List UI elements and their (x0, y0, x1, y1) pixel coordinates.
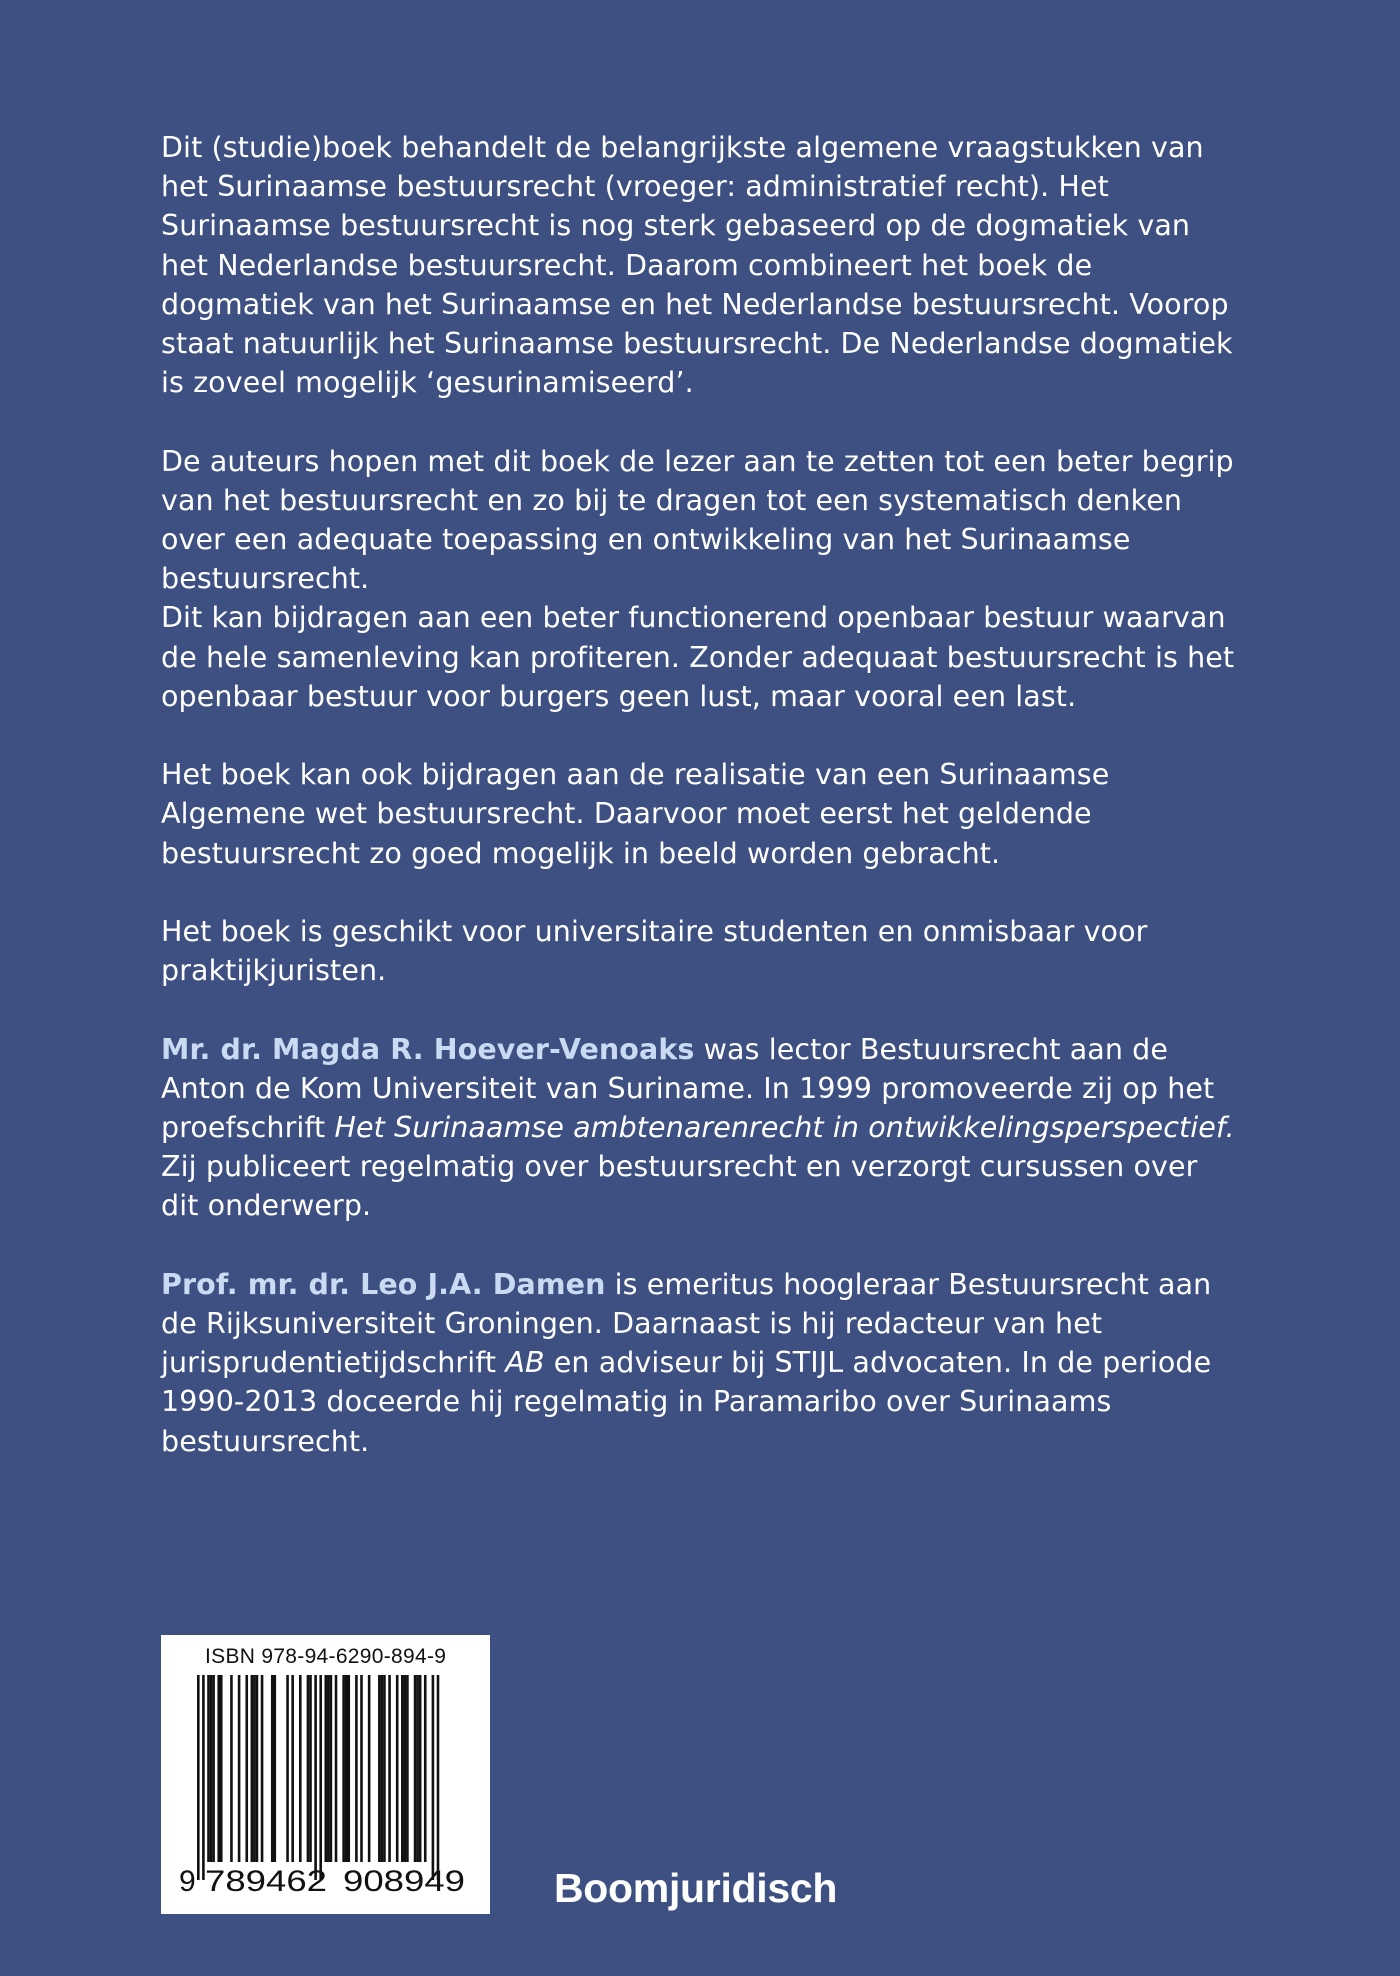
barcode-bar (345, 1675, 348, 1862)
blurb-paragraph-1: Dit (studie)boek behandelt de belangrijkste algemene vraagstukken van het Surinaamse bestuursrecht (vroeger: administratief recht). Het Surinaamse bestuursrecht is nog sterk gebaseerd op de dogmatiek van het Nederlandse bestuursrecht. Daarom combineert het boek de dogmatiek van het Surinaamse en het Nederlandse bestuursrecht. Voorop staat natuurlijk het Surinaamse bestuursrecht. De Nederlandse dogmatiek is zoveel mogelijk ‘gesurinamiseerd’. (161, 131, 1233, 400)
barcode-bar (220, 1675, 223, 1862)
barcode-bar (299, 1675, 302, 1862)
barcode-bar (207, 1675, 210, 1862)
barcode-bar (245, 1675, 248, 1862)
author-bio-1-text-a: was lector Bestuursrecht aan de Anton de Kom Universiteit van Suriname. In 1999 promoveerde zij op het proefschrift (161, 1032, 1215, 1145)
barcode-bar (437, 1675, 440, 1880)
blurb-paragraph-4: Het boek kan ook bijdragen aan de realisatie van een Surinaamse Algemene wet bestuursrecht. Daarvoor moet eerst het geldende bestuursrecht zo goed mogelijk in beeld worden gebracht. (161, 758, 1110, 870)
barcode-bar (414, 1675, 417, 1862)
barcode-bar (335, 1675, 338, 1862)
author-bio-1 (161, 1030, 1241, 1226)
author-thesis-title: Het Surinaamse ambtenarenrecht in ontwikkelingsperspectief. (334, 1111, 1235, 1145)
barcode-bar (314, 1675, 317, 1880)
blurb-paragraph-5: Het boek is geschikt voor universitaire studenten en onmisbaar voor praktijkjuristen. (161, 915, 1148, 988)
barcode-bar (355, 1675, 358, 1862)
barcode-bar (202, 1675, 205, 1880)
barcode-bar (327, 1675, 330, 1862)
barcode-bar (396, 1675, 399, 1862)
barcode-bar (291, 1675, 294, 1862)
ean-left-digits: 789462 (205, 1865, 327, 1898)
barcode-bar (217, 1675, 220, 1862)
barcode-bars (197, 1675, 439, 1880)
barcode-bar (274, 1675, 277, 1862)
barcode-bar (238, 1675, 241, 1862)
barcode-bar (253, 1675, 256, 1862)
barcode-bar (307, 1675, 310, 1862)
author-bio-2-text-a: is emeritus hoogleraar Bestuursrecht aan de Rijksuniversiteit Groningen. Daarnaast is hij redacteur van het jurisprudentietijdschrift (161, 1267, 1212, 1380)
author-bio-1-text-b: Zij publiceert regelmatig over bestuursrecht en verzorgt cursussen over dit onderwerp. (161, 1150, 1198, 1223)
blurb-paragraph-3: Dit kan bijdragen aan een beter functionerend openbaar bestuur waarvan de hele samenleving kan profiteren. Zonder adequaat bestuursrecht is het openbaar bestuur voor burgers geen lust, maar vooral een last. (161, 601, 1235, 713)
author-bio-2 (161, 1265, 1241, 1461)
isbn-label: ISBN 978-94-6290-894-9 (205, 1645, 447, 1668)
barcode-bar (406, 1675, 409, 1862)
ean-right-digits: 908949 (343, 1865, 465, 1898)
barcode-bar (404, 1675, 407, 1862)
barcode-bar (381, 1675, 384, 1862)
barcode-bar (230, 1675, 233, 1862)
barcode-label (161, 1635, 490, 1914)
barcode-bar (256, 1675, 259, 1862)
back-cover-text (161, 128, 1241, 1500)
blurb-paragraph-2: De auteurs hopen met dit boek de lezer aan te zetten tot een beter begrip van het bestuursrecht en zo bij te dragen tot een systematisch denken over een adequate toepassing en ontwikkeling van het Surinaamse bestuursrecht. (161, 444, 1234, 596)
barcode-bar (212, 1675, 215, 1862)
author-journal-title: AB (505, 1346, 545, 1380)
barcode-bar (342, 1675, 345, 1862)
barcode-bar (210, 1675, 213, 1862)
publisher-logo: Boomjuridisch (554, 1865, 838, 1911)
barcode-bar (368, 1675, 371, 1862)
barcode-bar (432, 1675, 435, 1880)
barcode-bar (416, 1675, 419, 1862)
barcode-bar (271, 1675, 274, 1862)
barcode-bar (360, 1675, 363, 1862)
barcode-bar (261, 1675, 264, 1862)
barcode-bar (325, 1675, 328, 1862)
ean-first-digit: 9 (179, 1865, 196, 1898)
barcode-bar (401, 1675, 404, 1862)
author-bio-2-text-b: en adviseur bij STIJL advocaten. In de periode 1990-2013 doceerde hij regelmatig in Paramaribo over Surinaams bestuursrecht. (161, 1346, 1212, 1458)
barcode-bar (251, 1675, 254, 1862)
barcode-bar (388, 1675, 391, 1862)
barcode-bar (319, 1675, 322, 1880)
author-name-2: Prof. mr. dr. Leo J.A. Damen (161, 1267, 606, 1301)
barcode-bar (330, 1675, 333, 1862)
barcode-bar (347, 1675, 350, 1862)
ean-barcode (161, 1635, 490, 1914)
barcode-bar (309, 1675, 312, 1862)
barcode-bar (419, 1675, 422, 1862)
barcode-bar (197, 1675, 200, 1880)
barcode-bar (378, 1675, 381, 1862)
author-name-1: Mr. dr. Magda R. Hoever-Venoaks (161, 1032, 695, 1066)
barcode-bar (424, 1675, 427, 1862)
barcode-bar (286, 1675, 289, 1862)
barcode-bar (383, 1675, 386, 1862)
